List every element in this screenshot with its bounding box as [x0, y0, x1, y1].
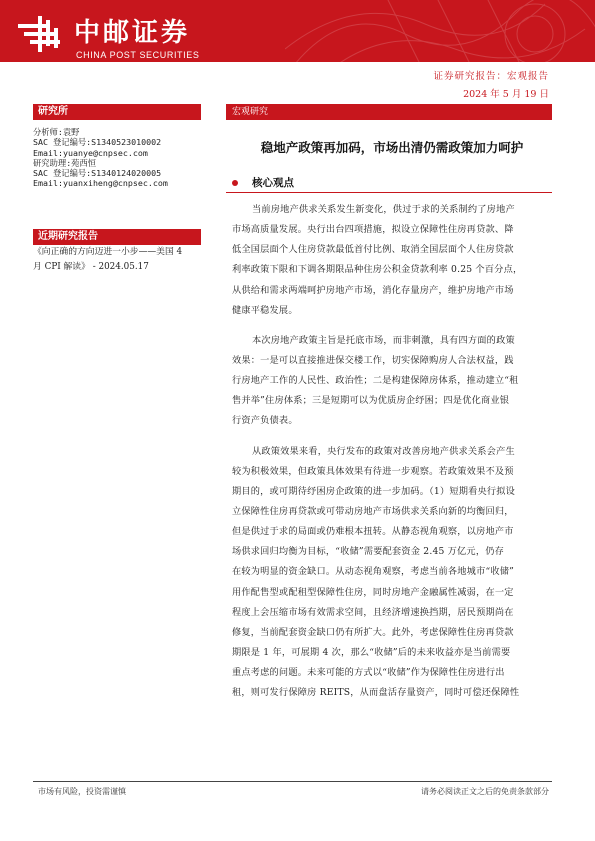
- body-text: [232, 200, 545, 703]
- body-line: 程度上会压缩市场有效需求空间，且经济增速换挡期，居民预期尚在: [232, 606, 514, 618]
- body-paragraph: [232, 442, 545, 704]
- body-line: 市场高质量发展。央行出台四项措施，拟设立保障性住房再贷款、降: [232, 224, 514, 236]
- body-line: 健康平稳发展。: [232, 304, 298, 316]
- report-headline: 稳地产政策再加码，市场出清仍需政策加力呵护: [260, 140, 524, 155]
- body-line: 行房地产工作的人民性、政治性；二是构建保障房体系，推动建立“租: [232, 375, 519, 387]
- body-line: 行资产负债表。: [232, 415, 298, 427]
- analyst-sac-number: SAC 登记编号:S1340523010002: [33, 137, 162, 148]
- china-post-logo-icon: [18, 14, 68, 54]
- body-line: 场供求回归均衡为目标，“收储”需要配套资金 2.45 万亿元，仍存: [232, 546, 504, 558]
- section-label: 宏观研究: [226, 104, 552, 120]
- body-paragraph: [232, 331, 545, 432]
- body-line: 修复，当前配套资金缺口仍有所扩大。此外，考虑保障性住房再贷款: [232, 626, 514, 638]
- brand-name-cn: 中邮证券: [74, 18, 191, 48]
- body-line: 从政策效果来看，央行发布的政策对改善房地产供求关系会产生: [252, 445, 515, 457]
- body-line: 售并举”住房体系；三是短期可以为优质房企纾困；四是优化商业银: [232, 395, 510, 407]
- assistant-email[interactable]: Email:yuanxiheng@cnpsec.com: [33, 178, 168, 189]
- bullet-dot-icon: [232, 180, 238, 186]
- banner-pattern-icon: [285, 0, 595, 62]
- body-paragraph: [232, 200, 545, 321]
- body-line: 但是供过于求的局面或仍难根本扭转。从静态视角观察，以房地产市: [232, 526, 514, 538]
- recent-reports-title: 近期研究报告: [33, 229, 201, 245]
- body-line: 重点考虑的问题。未来可能的方式以“收储”作为保障性住房进行出: [232, 667, 505, 679]
- body-line: 在较为明显的资金缺口。从动态视角观察，考虑当前各地城市“收储”: [232, 566, 515, 578]
- body-line: 立保障性住房再贷款或可带动房地产市场供求关系向新的均衡回归，: [232, 505, 514, 517]
- paragraph-gap: [232, 432, 545, 442]
- research-institute-header: [33, 104, 201, 120]
- body-line: 较为积极效果，但政策具体效果有待进一步观察。若政策效果不及预: [232, 465, 514, 477]
- assistant-sac-number: SAC 登记编号:S1340124020005: [33, 168, 162, 179]
- recent-reports-header: [33, 229, 201, 245]
- body-line: 用作配售型或配租型保障性住房，同时房地产金融属性减弱，在一定: [232, 586, 514, 598]
- body-line: 低全国层面个人住房贷款最低首付比例、取消全国层面个人住房贷款: [232, 244, 514, 256]
- research-institute-title: 研究所: [33, 104, 201, 120]
- body-line: 期目的，或可期待纾困房企政策的进一步加码。（1）短期看央行拟设: [232, 485, 516, 497]
- analyst-name: 分析师:袁野: [33, 127, 80, 137]
- key-points-label: 核心观点: [252, 177, 294, 189]
- body-line: 期限是 1 年，可展期 4 次，那么“收储”后的未来收益亦是当前需要: [232, 646, 511, 658]
- risk-disclaimer: 市场有风险，投资需谨慎: [38, 787, 126, 796]
- brand-name-en: CHINA POST SECURITIES: [76, 50, 200, 60]
- body-line: 利率政策下限和下调各期限品种住房公积金贷款利率 0.25 个百分点，: [232, 264, 523, 276]
- body-line: 从供给和需求两端呵护房地产市场，消化存量房产，维护房地产市场: [232, 284, 514, 296]
- analyst-email[interactable]: Email:yuanye@cnpsec.com: [33, 147, 148, 158]
- recent-report-item[interactable]: [33, 245, 201, 274]
- footer-divider: [33, 781, 552, 782]
- body-line: 本次房地产政策主旨是托底市场，而非刺激，具有四方面的政策: [252, 334, 515, 346]
- recent-report-line: 《向正确的方向迈进一小步——美国 4: [33, 247, 183, 257]
- report-date: 2024 年 5 月 19 日: [463, 89, 549, 100]
- report-type: 证券研究报告：宏观报告: [433, 71, 549, 82]
- body-line: 租，则可发行保障房 REITS，从而盘活存量资产，同时可偿还保障性: [232, 687, 520, 699]
- disclaimer-notice: 请务必阅读正文之后的免责条款部分: [421, 787, 549, 796]
- recent-report-line: 月 CPI 解读》 - 2024.05.17: [33, 261, 149, 272]
- paragraph-gap: [232, 321, 545, 331]
- body-line: 当前房地产供求关系发生新变化，供过于求的关系制约了房地产: [252, 204, 515, 215]
- body-line: 效果：一是可以直接推进保交楼工作，切实保障购房人合法权益，践: [232, 354, 514, 366]
- header-banner: [0, 0, 595, 62]
- analyst-info: [33, 127, 208, 189]
- assistant-name: 研究助理:苑西恒: [33, 157, 97, 168]
- key-points-divider: [226, 192, 552, 193]
